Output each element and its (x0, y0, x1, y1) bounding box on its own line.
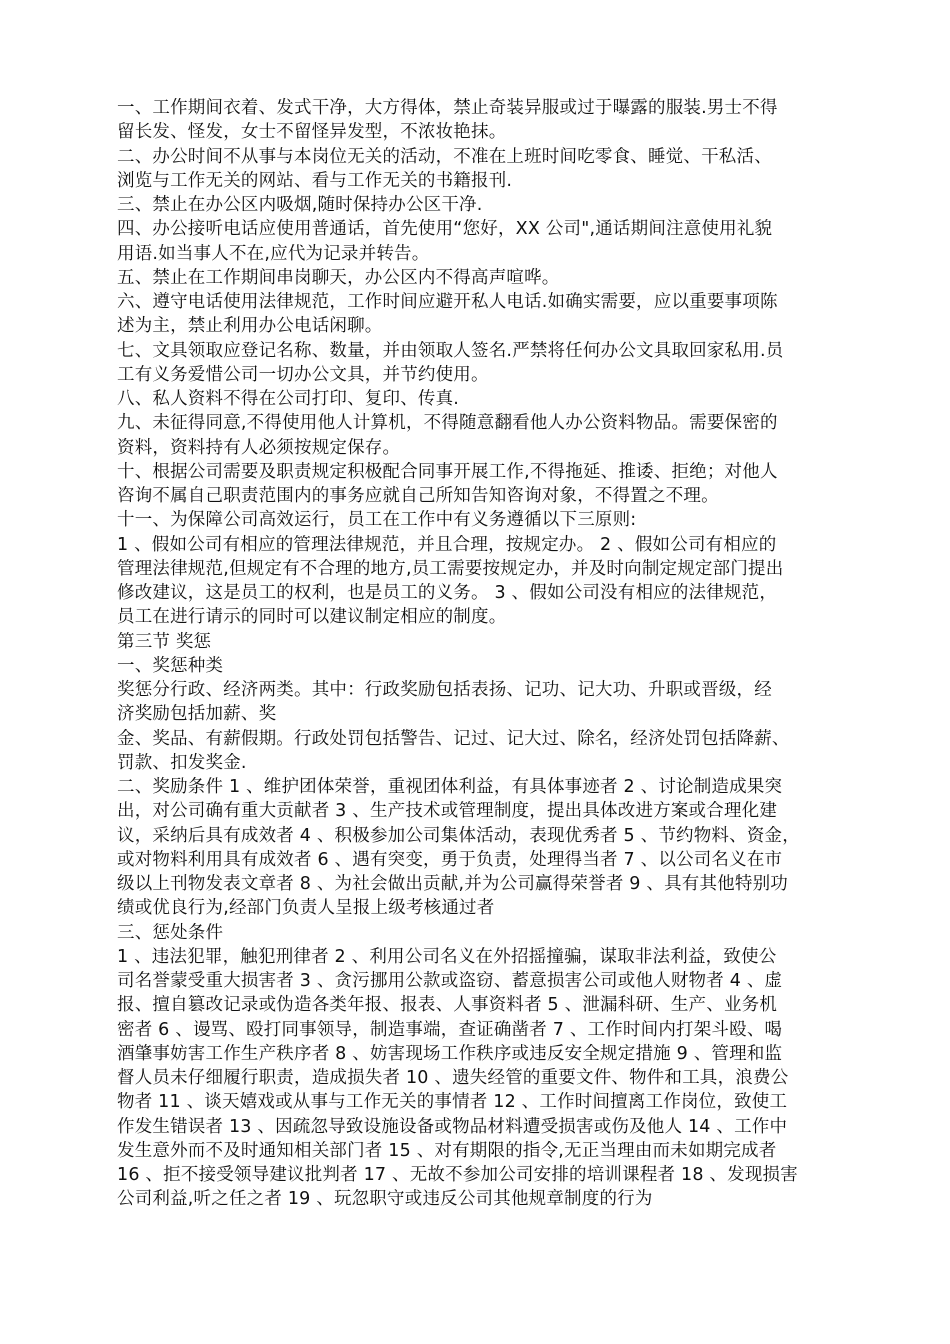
text-line: 报、擅自篡改记录或伪造各类年报、报表、人事资料者 5 、泄漏科研、生产、业务机 (117, 995, 778, 1016)
text-line: 罚款、扣发奖金. (117, 752, 247, 773)
text-line: 公司利益,听之任之者 19 、玩忽职守或违反公司其他规章制度的行为 (117, 1189, 653, 1210)
text-line: 16 、拒不接受领导建议批判者 17 、无故不参加公司安排的培训课程者 18 、发现损害 (117, 1165, 798, 1185)
text-line: 留长发、怪发，女士不留怪异发型，不浓妆艳抹。 (117, 122, 507, 143)
text-line: 出，对公司确有重大贡献者 3 、生产技术或管理制度，提出具体改进方案或合理化建 (117, 801, 778, 822)
text-line: 九、未征得同意,不得使用他人计算机，不得随意翻看他人办公资料物品。需要保密的 (117, 413, 778, 434)
text-line: 用语.如当事人不在,应代为记录并转告。 (117, 243, 430, 264)
text-line: 一、工作期间衣着、发式干净，大方得体，禁止奇装异服或过于曝露的服装.男士不得 (117, 98, 778, 118)
text-line: 咨询不属自己职责范围内的事务应就自己所知告知咨询对象，不得置之不理。 (117, 486, 719, 506)
text-line: 六、遵守电话使用法律规范，工作时间应避开私人电话.如确实需要，应以重要事项陈 (117, 292, 778, 312)
text-line: 督人员未仔细履行职责，造成损失者 10 、遗失经管的重要文件、物件和工具，浪费公 (117, 1068, 789, 1088)
text-line: 三、禁止在办公区内吸烟,随时保持办公区干净. (117, 195, 483, 215)
text-line: 管理法律规范,但规定有不合理的地方,员工需要按规定办，并及时向制定规定部门提出 (117, 558, 784, 579)
text-line: 议，采纳后具有成效者 4 、积极参加公司集体活动，表现优秀者 5 、节约物料、资金， (117, 825, 800, 846)
text-line: 奖惩分行政、经济两类。其中：行政奖励包括表扬、记功、记大功、升职或晋级，经 (117, 680, 772, 700)
text-line: 七、文具领取应登记名称、数量，并由领取人签名.严禁将任何办公文具取回家私用.员 (117, 340, 784, 361)
text-line: 述为主，禁止利用办公电话闲聊。 (117, 316, 383, 337)
text-line: 资料，资料持有人必须按规定保存。 (117, 437, 401, 458)
subsection-heading: 三、惩处条件 (117, 922, 224, 943)
text-line: 八、私人资料不得在公司打印、复印、传真. (117, 389, 460, 409)
text-line: 作发生错误者 13 、因疏忽导致设施设备或物品材料遭受损害或伤及他人 14 、工作中 (117, 1116, 788, 1137)
section-heading: 第三节 奖惩 (117, 631, 212, 652)
text-line: 济奖励包括加薪、奖 (117, 704, 277, 725)
text-line: 级以上刊物发表文章者 8 、为社会做出贡献,并为公司赢得荣誉者 9 、具有其他特别功 (117, 874, 788, 894)
text-line: 二、奖励条件 1 、维护团体荣誉，重视团体利益，有具体事迹者 2 、讨论制造成果突 (117, 777, 783, 797)
text-line: 1 、违法犯罪，触犯刑律者 2 、利用公司名义在外招摇撞骗，谋取非法利益，致使公 (117, 946, 777, 967)
text-line: 密者 6 、谩骂、殴打同事领导，制造事端，查证确凿者 7 、工作时间内打架斗殴、喝 (117, 1019, 783, 1040)
text-line: 物者 11 、谈天嬉戏或从事与工作无关的事情者 12 、工作时间擅离工作岗位，致使工 (117, 1092, 788, 1113)
text-line: 二、办公时间不从事与本岗位无关的活动，不准在上班时间吃零食、睡觉、干私活、 (117, 146, 772, 167)
document-body (117, 96, 839, 1212)
subsection-heading: 一、奖惩种类 (117, 655, 224, 676)
text-line: 工有义务爱惜公司一切办公文具，并节约使用。 (117, 364, 489, 385)
text-line: 十一、为保障公司高效运行，员工在工作中有义务遵循以下三原则: (117, 510, 637, 531)
text-line: 绩或优良行为,经部门负责人呈报上级考核通过者 (117, 898, 495, 919)
text-line: 浏览与工作无关的网站、看与工作无关的书籍报刊. (117, 170, 513, 191)
text-line: 十、根据公司需要及职责规定积极配合同事开展工作,不得拖延、推诿、拒绝；对他人 (117, 461, 778, 482)
text-line: 酒肇事妨害工作生产秩序者 8 、妨害现场工作秩序或违反安全规定措施 9 、管理和监 (117, 1043, 783, 1064)
text-line: 1 、假如公司有相应的管理法律规范，并且合理，按规定办。 2 、假如公司有相应的 (117, 534, 777, 555)
text-line: 发生意外而不及时通知相关部门者 15 、对有期限的指令,无正当理由而未如期完成者 (117, 1140, 777, 1161)
text-line: 四、办公接听电话应使用普通话，首先使用“您好，XX 公司",通话期间注意使用礼貌 (117, 219, 773, 240)
text-line: 员工在进行请示的同时可以建议制定相应的制度。 (117, 607, 507, 628)
text-line: 司名誉蒙受重大损害者 3 、贪污挪用公款或盗窃、蓄意损害公司或他人财物者 4 、虚 (117, 971, 783, 991)
text-line: 或对物料利用具有成效者 6 、遇有突变，勇于负责，处理得当者 7 、以公司名义在市 (117, 849, 783, 870)
text-line: 修改建议，这是员工的权利，也是员工的义务。 3 、假如公司没有相应的法律规范， (117, 583, 778, 603)
text-line: 五、禁止在工作期间串岗聊天，办公区内不得高声喧哗。 (117, 267, 560, 288)
text-line: 金、奖品、有薪假期。行政处罚包括警告、记过、记大过、除名，经济处罚包括降薪、 (117, 728, 790, 749)
